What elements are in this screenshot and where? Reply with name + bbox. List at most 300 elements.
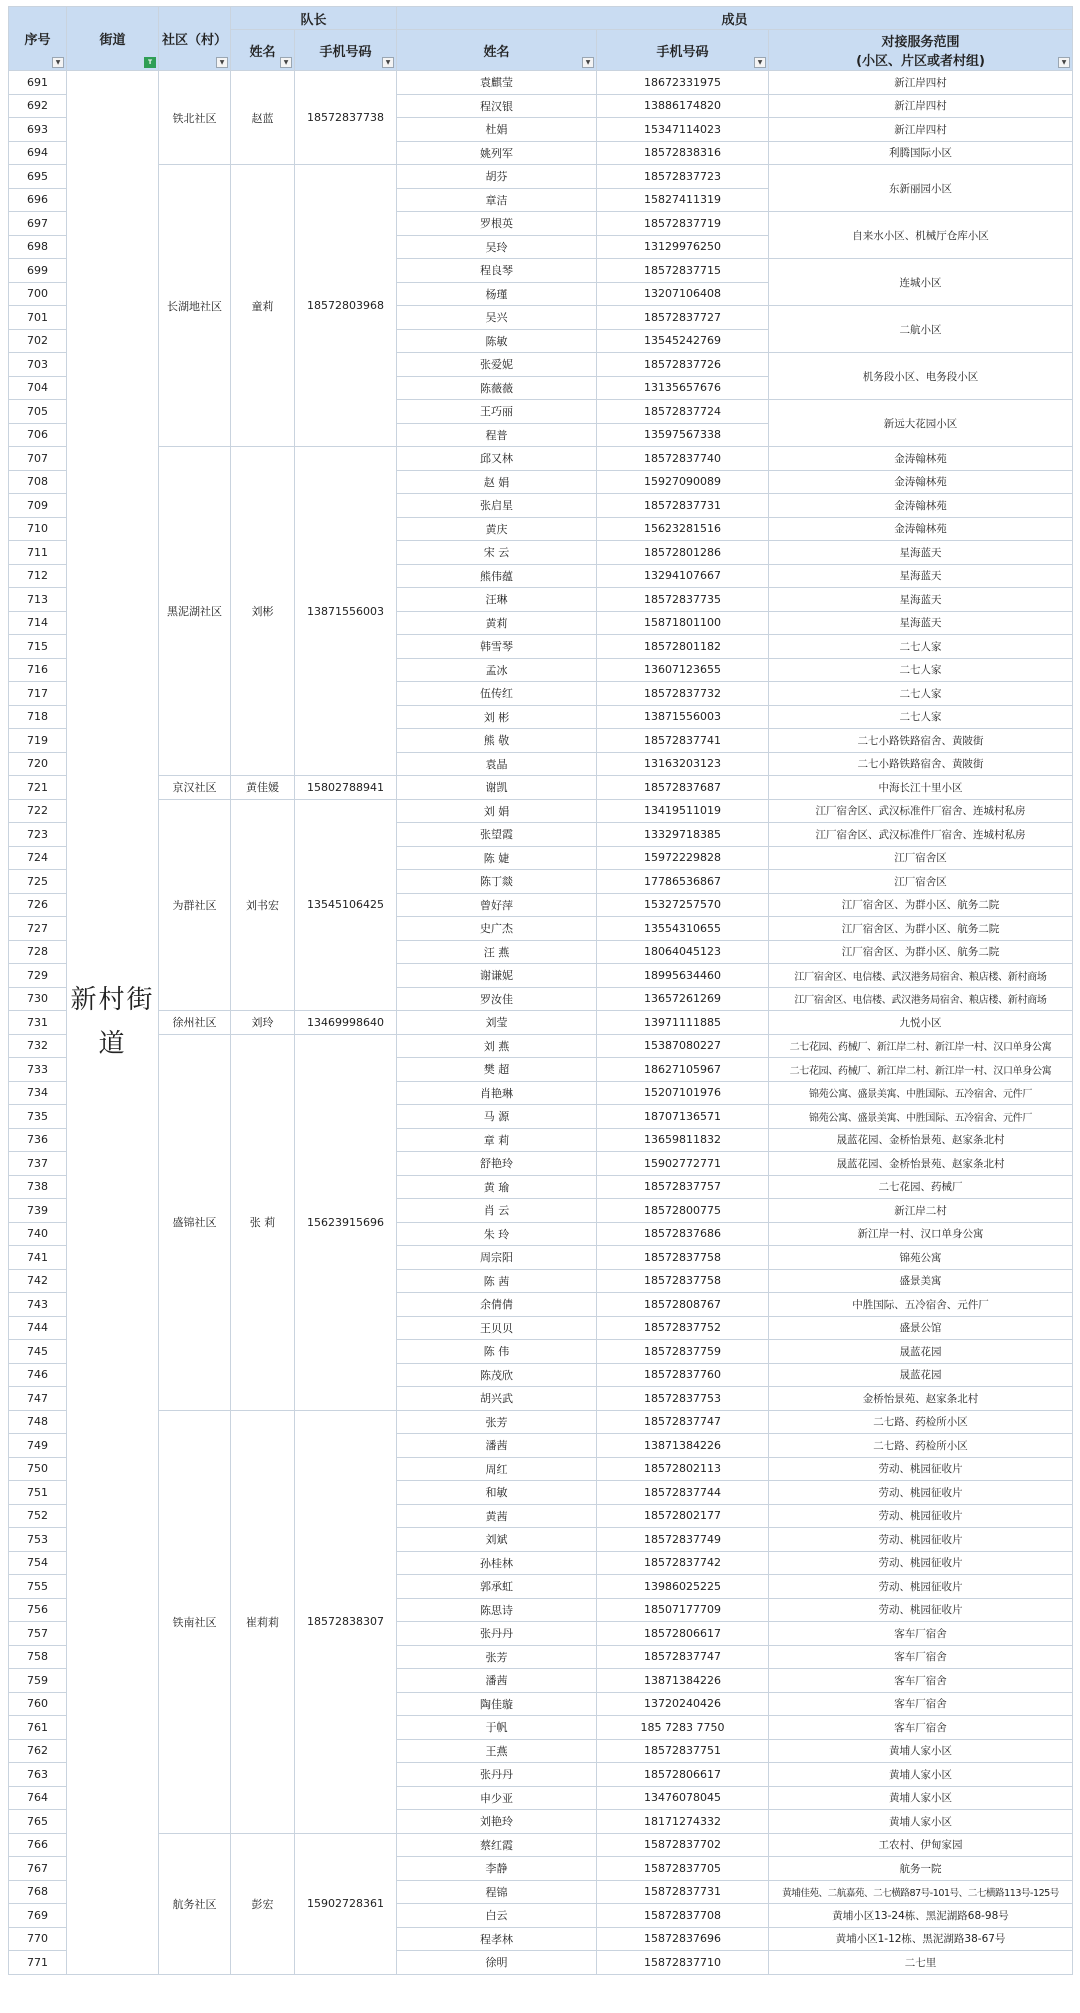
cell-member-name: 陈茂欣 (397, 1363, 597, 1387)
cell-index: 763 (9, 1763, 67, 1787)
cell-service-scope: 中海长江十里小区 (769, 776, 1073, 800)
cell-member-name: 孟冰 (397, 658, 597, 682)
cell-index: 749 (9, 1434, 67, 1458)
cell-member-name: 黄 瑜 (397, 1175, 597, 1199)
cell-member-phone: 18171274332 (597, 1810, 769, 1834)
cell-member-name: 刘艳玲 (397, 1810, 597, 1834)
cell-member-name: 吴玲 (397, 235, 597, 259)
cell-member-name: 周宗阳 (397, 1246, 597, 1270)
cell-captain: 刘玲 (231, 1011, 295, 1035)
cell-service-scope: 自来水小区、机械厅仓库小区 (769, 212, 1073, 259)
cell-member-name: 程锦 (397, 1880, 597, 1904)
cell-index: 759 (9, 1669, 67, 1693)
header-member-phone: 手机号码 ▼ (597, 30, 769, 71)
cell-index: 748 (9, 1410, 67, 1434)
cell-member-name: 程汉银 (397, 94, 597, 118)
cell-service-scope: 锦苑公寓、盛景美寓、中胜国际、五冷宿舍、元件厂 (769, 1105, 1073, 1129)
header-community: 社区（村） ▼ (159, 7, 231, 71)
cell-member-name: 陈 伟 (397, 1340, 597, 1364)
cell-captain: 张 莉 (231, 1034, 295, 1410)
roster-table-container (8, 6, 1072, 1975)
cell-member-name: 汪 燕 (397, 940, 597, 964)
cell-service-scope: 金涛翰林苑 (769, 517, 1073, 541)
roster-table (8, 6, 1073, 1975)
cell-index: 752 (9, 1504, 67, 1528)
table-row (9, 776, 1073, 800)
cell-service-scope: 星海蓝天 (769, 611, 1073, 635)
cell-member-name: 谢凯 (397, 776, 597, 800)
cell-service-scope: 劳动、桃园征收片 (769, 1575, 1073, 1599)
cell-member-name: 孙桂林 (397, 1551, 597, 1575)
header-captain-group: 队长 (231, 7, 397, 30)
cell-service-scope: 晟蓝花园、金桥怡景苑、赵家条北村 (769, 1128, 1073, 1152)
cell-index: 743 (9, 1293, 67, 1317)
cell-member-name: 赵 娟 (397, 470, 597, 494)
cell-service-scope: 劳动、桃园征收片 (769, 1481, 1073, 1505)
cell-member-phone: 15872837696 (597, 1927, 769, 1951)
cell-index: 755 (9, 1575, 67, 1599)
cell-index: 741 (9, 1246, 67, 1270)
cell-member-phone: 13419511019 (597, 799, 769, 823)
cell-index: 703 (9, 353, 67, 377)
cell-index: 768 (9, 1880, 67, 1904)
cell-captain: 崔莉莉 (231, 1410, 295, 1833)
cell-member-phone: 18572837735 (597, 588, 769, 612)
cell-captain-phone: 13871556003 (295, 447, 397, 776)
cell-member-phone: 13554310655 (597, 917, 769, 941)
cell-service-scope: 二七路、药检所小区 (769, 1410, 1073, 1434)
cell-member-name: 余倩倩 (397, 1293, 597, 1317)
cell-member-name: 刘 娟 (397, 799, 597, 823)
cell-index: 770 (9, 1927, 67, 1951)
cell-service-scope: 黄埔人家小区 (769, 1810, 1073, 1834)
cell-member-name: 罗根英 (397, 212, 597, 236)
cell-member-phone: 18572837747 (597, 1645, 769, 1669)
cell-member-name: 肖 云 (397, 1199, 597, 1223)
cell-index: 745 (9, 1340, 67, 1364)
cell-index: 710 (9, 517, 67, 541)
cell-member-name: 史广杰 (397, 917, 597, 941)
cell-member-phone: 13971111885 (597, 1011, 769, 1035)
cell-captain: 刘书宏 (231, 799, 295, 1011)
cell-member-phone: 13545242769 (597, 329, 769, 353)
cell-index: 771 (9, 1951, 67, 1975)
cell-member-name: 汪琳 (397, 588, 597, 612)
cell-member-name: 张启星 (397, 494, 597, 518)
header-scope: 对接服务范围 (小区、片区或者村组) ▼ (769, 30, 1073, 71)
cell-service-scope: 江厂宿舍区 (769, 870, 1073, 894)
cell-member-name: 邱又林 (397, 447, 597, 471)
cell-member-phone: 18572837686 (597, 1222, 769, 1246)
cell-index: 698 (9, 235, 67, 259)
cell-member-phone: 18572801286 (597, 541, 769, 565)
cell-member-name: 陈思诗 (397, 1598, 597, 1622)
cell-index: 747 (9, 1387, 67, 1411)
cell-captain-phone: 13545106425 (295, 799, 397, 1011)
cell-service-scope: 江厂宿舍区、武汉标准件厂宿舍、连城村私房 (769, 823, 1073, 847)
cell-member-phone: 18572806617 (597, 1622, 769, 1646)
cell-service-scope: 江厂宿舍区 (769, 846, 1073, 870)
cell-member-phone: 13871384226 (597, 1669, 769, 1693)
cell-member-phone: 18572837752 (597, 1316, 769, 1340)
cell-member-name: 潘茜 (397, 1669, 597, 1693)
cell-index: 746 (9, 1363, 67, 1387)
cell-index: 756 (9, 1598, 67, 1622)
cell-member-name: 白云 (397, 1904, 597, 1928)
cell-member-phone: 13886174820 (597, 94, 769, 118)
cell-service-scope: 二七人家 (769, 635, 1073, 659)
cell-service-scope: 新江岸一村、汉口单身公寓 (769, 1222, 1073, 1246)
cell-member-phone: 13871556003 (597, 705, 769, 729)
cell-member-phone: 18572837753 (597, 1387, 769, 1411)
cell-index: 714 (9, 611, 67, 635)
cell-member-phone: 18572802113 (597, 1457, 769, 1481)
cell-service-scope: 二七里 (769, 1951, 1073, 1975)
cell-member-phone: 18572800775 (597, 1199, 769, 1223)
cell-service-scope: 江厂宿舍区、为群小区、航务二院 (769, 940, 1073, 964)
filter-dropdown-icon[interactable]: ▼ (52, 57, 64, 68)
cell-member-name: 周红 (397, 1457, 597, 1481)
cell-index: 699 (9, 259, 67, 283)
cell-member-phone: 18572837687 (597, 776, 769, 800)
cell-service-scope: 盛景美寓 (769, 1269, 1073, 1293)
cell-service-scope: 黄埔佳苑、二航嘉苑、二七横路87号-101号、二七横路113号-125号 (769, 1880, 1073, 1904)
cell-member-name: 李静 (397, 1857, 597, 1881)
cell-index: 738 (9, 1175, 67, 1199)
cell-member-phone: 18995634460 (597, 964, 769, 988)
cell-member-phone: 15927090089 (597, 470, 769, 494)
cell-index: 767 (9, 1857, 67, 1881)
cell-service-scope: 九悦小区 (769, 1011, 1073, 1035)
cell-member-name: 张望霞 (397, 823, 597, 847)
cell-index: 718 (9, 705, 67, 729)
cell-member-name: 潘茜 (397, 1434, 597, 1458)
cell-member-phone: 13329718385 (597, 823, 769, 847)
cell-service-scope: 新江岸四村 (769, 94, 1073, 118)
cell-index: 705 (9, 400, 67, 424)
cell-member-phone: 13720240426 (597, 1692, 769, 1716)
cell-member-name: 伍传红 (397, 682, 597, 706)
cell-service-scope: 黄埔人家小区 (769, 1739, 1073, 1763)
roster-body (9, 71, 1073, 1975)
cell-community: 徐州社区 (159, 1011, 231, 1035)
cell-member-phone: 18572837719 (597, 212, 769, 236)
cell-service-scope: 江厂宿舍区、为群小区、航务二院 (769, 893, 1073, 917)
header-captain-phone: 手机号码 ▼ (295, 30, 397, 71)
cell-community: 长湖地社区 (159, 165, 231, 447)
cell-service-scope: 晟蓝花园 (769, 1340, 1073, 1364)
cell-member-phone: 15872837708 (597, 1904, 769, 1928)
cell-member-name: 章 莉 (397, 1128, 597, 1152)
cell-index: 734 (9, 1081, 67, 1105)
cell-captain-phone: 13469998640 (295, 1011, 397, 1035)
cell-member-phone: 13294107667 (597, 564, 769, 588)
filter-dropdown-icon[interactable]: ▼ (1058, 57, 1070, 68)
cell-index: 742 (9, 1269, 67, 1293)
cell-index: 702 (9, 329, 67, 353)
cell-member-name: 袁晶 (397, 752, 597, 776)
cell-service-scope: 利腾国际小区 (769, 141, 1073, 165)
cell-index: 751 (9, 1481, 67, 1505)
cell-index: 725 (9, 870, 67, 894)
cell-index: 709 (9, 494, 67, 518)
cell-member-name: 陈丁燚 (397, 870, 597, 894)
cell-member-phone: 18572837749 (597, 1528, 769, 1552)
table-row (9, 165, 1073, 189)
cell-index: 757 (9, 1622, 67, 1646)
cell-member-name: 张芳 (397, 1645, 597, 1669)
header-members-group: 成员 (397, 7, 1073, 30)
cell-service-scope: 劳动、桃园征收片 (769, 1504, 1073, 1528)
cell-member-phone: 18572837715 (597, 259, 769, 283)
cell-member-phone: 18707136571 (597, 1105, 769, 1129)
cell-service-scope: 二七人家 (769, 705, 1073, 729)
cell-member-name: 王贝贝 (397, 1316, 597, 1340)
cell-community: 铁南社区 (159, 1410, 231, 1833)
cell-member-name: 张丹丹 (397, 1622, 597, 1646)
filter-dropdown-icon[interactable]: ▼ (582, 57, 594, 68)
cell-index: 737 (9, 1152, 67, 1176)
cell-service-scope: 金桥怡景苑、赵家条北村 (769, 1387, 1073, 1411)
cell-member-phone: 18572837747 (597, 1410, 769, 1434)
cell-index: 750 (9, 1457, 67, 1481)
cell-member-name: 杨瑾 (397, 282, 597, 306)
cell-index: 753 (9, 1528, 67, 1552)
cell-captain-phone: 15902728361 (295, 1833, 397, 1974)
cell-member-phone: 13129976250 (597, 235, 769, 259)
cell-member-phone: 18572837758 (597, 1246, 769, 1270)
cell-index: 697 (9, 212, 67, 236)
cell-member-phone: 15327257570 (597, 893, 769, 917)
cell-member-name: 熊伟蕴 (397, 564, 597, 588)
cell-member-name: 胡兴武 (397, 1387, 597, 1411)
filter-dropdown-icon[interactable]: ▼ (382, 57, 394, 68)
cell-member-name: 胡芬 (397, 165, 597, 189)
cell-index: 739 (9, 1199, 67, 1223)
cell-member-phone: 15387080227 (597, 1034, 769, 1058)
cell-service-scope: 盛景公馆 (769, 1316, 1073, 1340)
cell-index: 744 (9, 1316, 67, 1340)
header-street: 街道 T (67, 7, 159, 71)
cell-member-name: 陈薇薇 (397, 376, 597, 400)
cell-index: 761 (9, 1716, 67, 1740)
cell-service-scope: 东新丽园小区 (769, 165, 1073, 212)
cell-service-scope: 劳动、桃园征收片 (769, 1528, 1073, 1552)
cell-member-phone: 13597567338 (597, 423, 769, 447)
cell-index: 715 (9, 635, 67, 659)
cell-service-scope: 中胜国际、五冷宿舍、元件厂 (769, 1293, 1073, 1317)
cell-service-scope: 锦苑公寓 (769, 1246, 1073, 1270)
cell-index: 765 (9, 1810, 67, 1834)
cell-member-phone: 13657261269 (597, 987, 769, 1011)
cell-service-scope: 星海蓝天 (769, 541, 1073, 565)
cell-member-phone: 13135657676 (597, 376, 769, 400)
cell-member-phone: 15827411319 (597, 188, 769, 212)
cell-member-phone: 18572802177 (597, 1504, 769, 1528)
cell-member-name: 陈 婕 (397, 846, 597, 870)
header-member-name: 姓名 ▼ (397, 30, 597, 71)
cell-service-scope: 黄埔人家小区 (769, 1786, 1073, 1810)
cell-index: 692 (9, 94, 67, 118)
filter-dropdown-icon[interactable]: ▼ (216, 57, 228, 68)
cell-index: 740 (9, 1222, 67, 1246)
cell-member-name: 于帆 (397, 1716, 597, 1740)
cell-service-scope: 江厂宿舍区、电信楼、武汉港务局宿舍、粮店楼、新村商场 (769, 987, 1073, 1011)
table-row (9, 1410, 1073, 1434)
cell-index: 766 (9, 1833, 67, 1857)
cell-service-scope: 新远大花园小区 (769, 400, 1073, 447)
cell-member-phone: 18572837759 (597, 1340, 769, 1364)
cell-index: 719 (9, 729, 67, 753)
table-row (9, 1833, 1073, 1857)
cell-index: 769 (9, 1904, 67, 1928)
cell-index: 729 (9, 964, 67, 988)
cell-member-phone: 18572806617 (597, 1763, 769, 1787)
cell-member-phone: 18572837760 (597, 1363, 769, 1387)
cell-captain-phone: 18572838307 (295, 1410, 397, 1833)
cell-captain: 彭宏 (231, 1833, 295, 1974)
table-row (9, 799, 1073, 823)
table-row (9, 447, 1073, 471)
cell-index: 732 (9, 1034, 67, 1058)
cell-index: 721 (9, 776, 67, 800)
cell-index: 764 (9, 1786, 67, 1810)
cell-captain: 黄佳媛 (231, 776, 295, 800)
cell-service-scope: 连城小区 (769, 259, 1073, 306)
cell-member-phone: 15872837705 (597, 1857, 769, 1881)
cell-member-phone: 18572837741 (597, 729, 769, 753)
cell-captain-phone: 18572803968 (295, 165, 397, 447)
cell-community: 黑泥湖社区 (159, 447, 231, 776)
cell-member-name: 吴兴 (397, 306, 597, 330)
cell-member-phone: 15972229828 (597, 846, 769, 870)
cell-member-name: 张丹丹 (397, 1763, 597, 1787)
cell-member-name: 陈 茜 (397, 1269, 597, 1293)
cell-member-name: 樊 超 (397, 1058, 597, 1082)
cell-community: 为群社区 (159, 799, 231, 1011)
cell-member-phone: 13871384226 (597, 1434, 769, 1458)
cell-index: 760 (9, 1692, 67, 1716)
cell-member-phone: 18572837727 (597, 306, 769, 330)
cell-service-scope: 二七人家 (769, 682, 1073, 706)
cell-member-name: 熊 敬 (397, 729, 597, 753)
cell-service-scope: 二七人家 (769, 658, 1073, 682)
cell-community: 京汉社区 (159, 776, 231, 800)
cell-member-phone: 18572837740 (597, 447, 769, 471)
cell-member-phone: 13476078045 (597, 1786, 769, 1810)
cell-service-scope: 二七小路铁路宿舍、黄陂街 (769, 752, 1073, 776)
cell-index: 731 (9, 1011, 67, 1035)
cell-member-phone: 18572808767 (597, 1293, 769, 1317)
cell-member-name: 谢谦妮 (397, 964, 597, 988)
cell-member-name: 和敏 (397, 1481, 597, 1505)
cell-member-phone: 18572801182 (597, 635, 769, 659)
cell-member-phone: 15347114023 (597, 118, 769, 142)
cell-service-scope: 客车厂宿舍 (769, 1692, 1073, 1716)
cell-service-scope: 二航小区 (769, 306, 1073, 353)
cell-member-phone: 15872837710 (597, 1951, 769, 1975)
cell-index: 701 (9, 306, 67, 330)
cell-member-phone: 18507177709 (597, 1598, 769, 1622)
cell-service-scope: 二七小路铁路宿舍、黄陂街 (769, 729, 1073, 753)
filter-dropdown-icon[interactable]: ▼ (280, 57, 292, 68)
cell-service-scope: 工农村、伊甸家园 (769, 1833, 1073, 1857)
cell-member-phone: 185 7283 7750 (597, 1716, 769, 1740)
cell-member-name: 陈敏 (397, 329, 597, 353)
cell-index: 720 (9, 752, 67, 776)
cell-service-scope: 新江岸四村 (769, 118, 1073, 142)
cell-index: 707 (9, 447, 67, 471)
cell-service-scope: 劳动、桃园征收片 (769, 1457, 1073, 1481)
cell-member-name: 黄庆 (397, 517, 597, 541)
cell-captain-phone: 15802788941 (295, 776, 397, 800)
cell-member-name: 刘 彬 (397, 705, 597, 729)
filter-dropdown-icon[interactable]: ▼ (754, 57, 766, 68)
cell-member-name: 张芳 (397, 1410, 597, 1434)
cell-index: 723 (9, 823, 67, 847)
cell-member-phone: 18572837724 (597, 400, 769, 424)
cell-service-scope: 二七路、药检所小区 (769, 1434, 1073, 1458)
cell-service-scope: 晟蓝花园 (769, 1363, 1073, 1387)
cell-member-phone: 15902772771 (597, 1152, 769, 1176)
cell-service-scope: 金涛翰林苑 (769, 447, 1073, 471)
cell-index: 712 (9, 564, 67, 588)
cell-member-phone: 18572837757 (597, 1175, 769, 1199)
cell-service-scope: 劳动、桃园征收片 (769, 1551, 1073, 1575)
cell-service-scope: 二七花园、药械厂、新江岸二村、新江岸一村、汉口单身公寓 (769, 1058, 1073, 1082)
cell-index: 762 (9, 1739, 67, 1763)
cell-member-phone: 13986025225 (597, 1575, 769, 1599)
cell-index: 713 (9, 588, 67, 612)
cell-index: 691 (9, 71, 67, 95)
cell-member-phone: 17786536867 (597, 870, 769, 894)
cell-member-name: 黄莉 (397, 611, 597, 635)
cell-index: 711 (9, 541, 67, 565)
cell-service-scope: 江厂宿舍区、武汉标准件厂宿舍、连城村私房 (769, 799, 1073, 823)
cell-service-scope: 客车厂宿舍 (769, 1716, 1073, 1740)
cell-index: 736 (9, 1128, 67, 1152)
cell-member-phone: 13659811832 (597, 1128, 769, 1152)
cell-service-scope: 江厂宿舍区、电信楼、武汉港务局宿舍、粮店楼、新村商场 (769, 964, 1073, 988)
cell-member-name: 刘莹 (397, 1011, 597, 1035)
cell-member-phone: 18572837751 (597, 1739, 769, 1763)
cell-member-name: 朱 玲 (397, 1222, 597, 1246)
cell-member-phone: 15872837702 (597, 1833, 769, 1857)
cell-member-phone: 18572837742 (597, 1551, 769, 1575)
cell-index: 695 (9, 165, 67, 189)
cell-member-phone: 15872837731 (597, 1880, 769, 1904)
cell-member-name: 蔡红霞 (397, 1833, 597, 1857)
cell-member-name: 程良琴 (397, 259, 597, 283)
cell-index: 735 (9, 1105, 67, 1129)
cell-member-phone: 18572837732 (597, 682, 769, 706)
cell-service-scope: 星海蓝天 (769, 564, 1073, 588)
cell-service-scope: 金涛翰林苑 (769, 494, 1073, 518)
cell-member-phone: 18572837758 (597, 1269, 769, 1293)
cell-service-scope: 黄埔人家小区 (769, 1763, 1073, 1787)
header-index: 序号 ▼ (9, 7, 67, 71)
cell-service-scope: 黄埔小区1-12栋、黑泥湖路38-67号 (769, 1927, 1073, 1951)
cell-index: 717 (9, 682, 67, 706)
cell-index: 722 (9, 799, 67, 823)
cell-member-phone: 18572837726 (597, 353, 769, 377)
cell-service-scope: 金涛翰林苑 (769, 470, 1073, 494)
cell-index: 708 (9, 470, 67, 494)
cell-member-name: 曾好萍 (397, 893, 597, 917)
filter-active-icon[interactable]: T (144, 57, 156, 68)
cell-service-scope: 晟蓝花园、金桥怡景苑、赵家条北村 (769, 1152, 1073, 1176)
cell-member-name: 王燕 (397, 1739, 597, 1763)
